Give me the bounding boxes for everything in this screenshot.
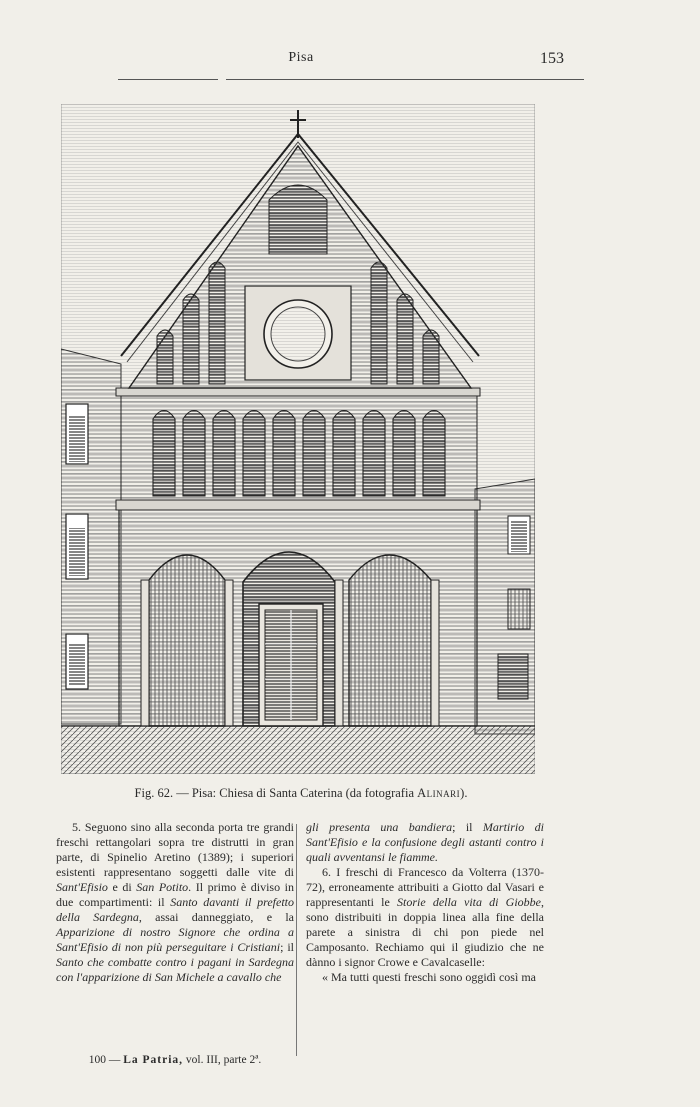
figure-caption [0, 786, 602, 801]
text-run: ; il [452, 820, 483, 834]
volume-info: vol. III, parte 2ª. [185, 1054, 262, 1066]
column-divider [296, 824, 297, 1056]
header-rule-right [226, 79, 584, 80]
paragraph-6 [306, 865, 544, 970]
left-column [56, 820, 294, 985]
text-run: 5. Seguono sino alla seconda porta tre grandi freschi rettangolari sopra tre distrutti in gran parte, di Spinelio Aretino (1389); i superiori esistenti rappresentano soggetti dalle vite di [56, 820, 294, 879]
paragraph-5 [56, 820, 294, 985]
page-number: 153 [540, 50, 564, 67]
text-run-italic: Martirio di Sant'Efisio e la confusione degli astanti contro i quali avventansi le fiamme. [306, 820, 544, 864]
text-run-italic: San Potito [136, 880, 189, 894]
text-run: ; il [280, 940, 294, 954]
journal-title: La Patria, [123, 1054, 184, 1066]
text-run-italic: Apparizione di nostro Signore che ordina a Sant'Efisio di non più perseguitare i Cristiani [56, 925, 294, 954]
text-run-italic: Storie della vita di Giobbe [396, 895, 541, 909]
right-column [306, 820, 544, 985]
text-run-italic: Sant'Efisio [56, 880, 108, 894]
header-title: Pisa [288, 50, 314, 65]
quote-start: « Ma tutti questi freschi sono oggidì così ma [322, 970, 536, 984]
caption-text: Fig. 62. — Pisa: Chiesa di Santa Caterina (da fotografia [134, 786, 414, 800]
text-run: , assai danneggiato, e la [138, 910, 294, 924]
text-run-italic: Santo davanti il prefetto della Sardegna [56, 895, 295, 924]
signature-number: 100 — [88, 1054, 121, 1066]
signature-line [56, 1054, 294, 1066]
header-rule-left [118, 79, 218, 80]
text-run: e di [107, 880, 137, 894]
church-engraving [61, 104, 535, 774]
text-run-italic: Santo che combatte contro i pagani in Sardegna con l'apparizione di San Michele a cavallo che [56, 955, 294, 984]
caption-suffix: ). [460, 786, 468, 800]
text-run: 6. I freschi di Francesco da Volterra (1370-72), erroneamente attribuiti a Giotto dal Vasari e rappresentanti le [306, 865, 544, 909]
paragraph-5-continued [306, 820, 544, 865]
church-facade-illustration [61, 104, 535, 774]
text-run: . Il primo è diviso in due compartimenti: il [56, 880, 294, 909]
text-run-italic: gli presenta una bandiera [306, 820, 453, 834]
caption-credit: Alinari [417, 786, 461, 800]
text-run: , sono distribuiti in doppia linea alla fine della parete a sinistra di chi pon piede nel Camposanto. Rechiamo qui il giudizio che ne dànno i signor Crowe e Cavalcaselle: [306, 895, 544, 969]
